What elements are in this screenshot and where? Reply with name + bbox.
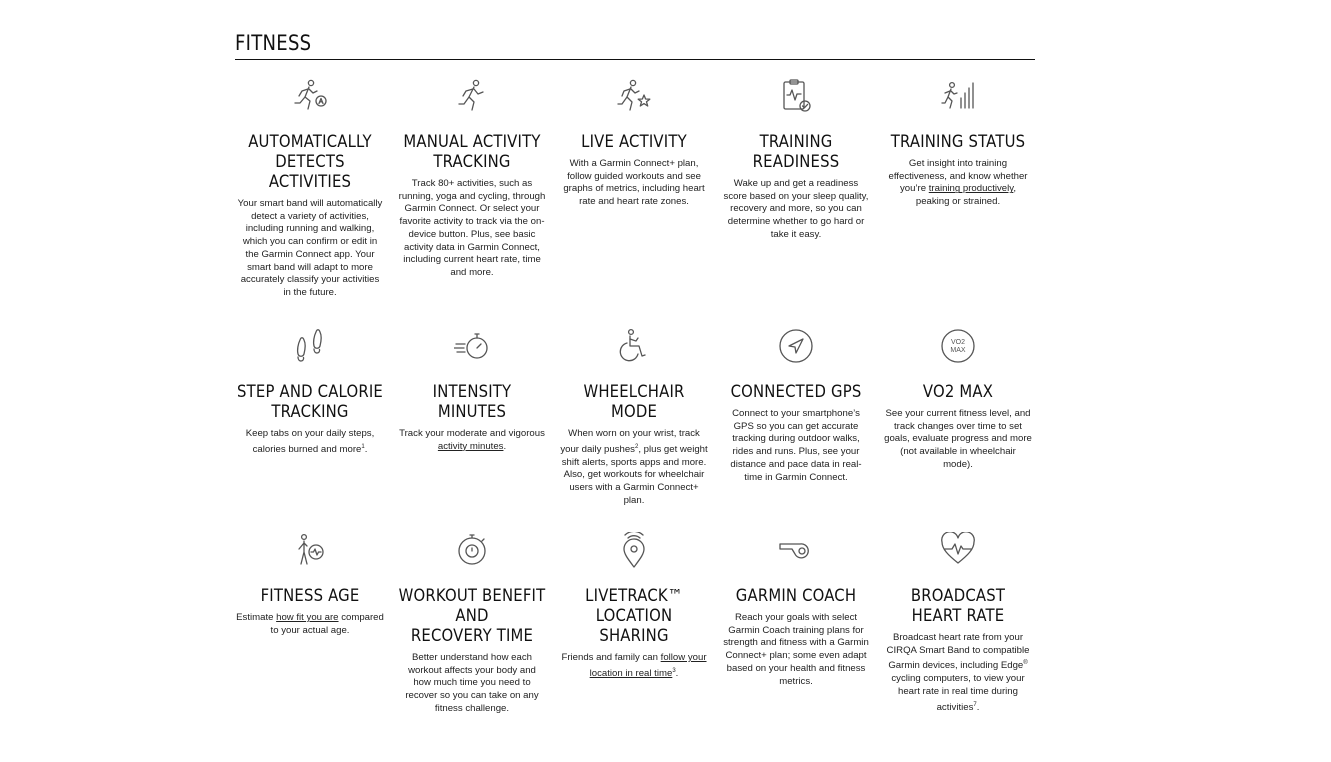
feature-description: Reach your goals with select Garmin Coach training plans for strength and fitness with a Garmin Connect+ plan; some even adapt based on your health and fitness metrics. (723, 612, 869, 687)
feature-title: MANUAL ACTIVITY TRACKING (403, 132, 541, 171)
max-icon-label: MAX (950, 347, 966, 354)
feature-description: See your current fitness level, and track changes over time to set goals, evaluate progress and more (not available in wheelchair mode). (884, 408, 1032, 470)
desc-text: , plus get weight shift alerts, sports apps and more. Also, get workouts for wheelchair users with a Garmin Connect+ plan. (561, 443, 708, 506)
how-fit-you-are-link[interactable]: how fit you are (276, 612, 339, 623)
feature-description (234, 428, 386, 457)
feature-title: STEP AND CALORIE TRACKING (237, 382, 383, 421)
feature-card-intensity-minutes (396, 328, 548, 453)
feature-description (882, 632, 1034, 715)
feature-card-wheelchair-mode (558, 328, 710, 507)
feature-card-training-status (882, 78, 1034, 209)
feature-description: Your smart band will automatically detect a variety of activities, including running and walking, which you can confirm or edit in the Garmin Connect app. Your smart band will adapt to more accurately classify your activities in the future. (237, 198, 383, 298)
running-icon (454, 78, 490, 114)
feature-row (235, 532, 1035, 762)
feature-card-fitness-age (234, 532, 386, 637)
desc-text: cycling computers, to view your heart rate in real time during activities (891, 673, 1025, 713)
footnote-marker: 7 (973, 701, 977, 708)
heart-rate-icon (940, 532, 976, 568)
activity-minutes-link[interactable]: activity minutes (437, 440, 504, 452)
desc-text: When worn on your wrist, track your daily pushes (560, 428, 700, 455)
feature-description (558, 652, 710, 681)
feature-row (235, 328, 1035, 558)
recovery-timer-icon (454, 532, 490, 568)
feature-card-broadcast-hr (882, 532, 1034, 715)
training-productively-link[interactable]: training productively (928, 183, 1014, 195)
location-pin-signal-icon (616, 532, 652, 568)
stopwatch-speed-icon (454, 328, 490, 364)
whistle-icon (778, 532, 814, 568)
desc-text: Friends and family can (561, 652, 661, 663)
feature-description (882, 158, 1034, 209)
feature-title: INTENSITY MINUTES (432, 382, 512, 421)
feature-card-garmin-coach (720, 532, 872, 688)
runner-bars-icon (940, 78, 976, 114)
section-divider (235, 59, 1035, 60)
footnote-marker: 3 (672, 667, 676, 674)
navigation-arrow-icon (778, 328, 814, 364)
feature-title: LIVE ACTIVITY (581, 132, 687, 151)
desc-text: Estimate (236, 612, 277, 623)
feature-description: Wake up and get a readiness score based on your sleep quality, recovery and more, so you can determine whether to go hard or take it easy. (723, 178, 869, 240)
feature-card-live-activity (558, 78, 710, 209)
desc-text: Track your moderate and vigorous (399, 428, 545, 439)
feature-description: Track 80+ activities, such as running, yoga and cycling, through Garmin Connect. Or select your favorite activity to track via the on-device button. Plus, see basic activity data in Garmin Connect, including current heart rate, time and more. (398, 178, 546, 278)
feature-card-workout-benefit (396, 532, 548, 716)
feature-title: GARMIN COACH (735, 586, 857, 605)
footnote-marker: 2 (634, 443, 639, 450)
feature-title: WORKOUT BENEFIT AND RECOVERY TIME (398, 586, 546, 645)
footnote-marker: 1 (361, 443, 365, 450)
feature-title: TRAINING READINESS (752, 132, 840, 171)
feature-title: CONNECTED GPS (730, 382, 862, 401)
desc-text: . (675, 667, 679, 679)
follow-location-link[interactable]: follow your location in real time (589, 652, 707, 679)
desc-text: Keep tabs on your daily steps, calories burned and more (245, 428, 375, 455)
feature-card-training-readiness (720, 78, 872, 242)
section-title: FITNESS (235, 31, 312, 55)
feature-title: BROADCAST HEART RATE (910, 586, 1006, 625)
desc-text: Broadcast heart rate from your CIRQA Smart Band to compatible Garmin devices, including Edge (886, 632, 1030, 672)
running-star-icon (616, 78, 652, 114)
feature-card-manual-tracking (396, 78, 548, 280)
desc-text: . (976, 701, 980, 713)
feature-card-livetrack (558, 532, 710, 681)
vo2-icon-label: VO2 (950, 339, 966, 346)
feature-card-vo2-max (882, 328, 1034, 472)
desc-text: Get insight into training effectiveness, and know whether you’re (888, 158, 1028, 195)
feature-description (558, 428, 710, 507)
feature-description: With a Garmin Connect+ plan, follow guided workouts and see graphs of metrics, including heart rate and heart rate zones. (563, 158, 705, 208)
wheelchair-icon (616, 328, 652, 364)
feature-title: VO2 MAX (922, 382, 994, 401)
feature-card-step-calorie (234, 328, 386, 457)
person-heartbeat-icon (292, 532, 328, 568)
registered-mark: ® (1023, 660, 1028, 667)
feature-row (235, 78, 1035, 308)
feature-title: AUTOMATICALLY DETECTS ACTIVITIES (248, 132, 372, 191)
feature-title: LIVETRACK™ LOCATION SHARING (585, 586, 683, 645)
fitness-section (235, 30, 1035, 714)
vo2-max-icon (940, 328, 976, 364)
feature-description: Connect to your smartphone’s GPS so you can get accurate tracking during outdoor walks, rides and runs. Plus, see your distance and pace data in real-time in Garmin Connect. (730, 408, 862, 483)
feature-title: WHEELCHAIR MODE (583, 382, 685, 421)
feature-card-connected-gps (720, 328, 872, 484)
desc-text: , peaking or strained. (915, 183, 1017, 208)
feature-title: TRAINING STATUS (890, 132, 1026, 151)
feature-description: Better understand how each workout affects your body and how much time you need to recover so you can take on any fitness challenge. (405, 652, 539, 714)
desc-text: compared to your actual age. (270, 612, 384, 636)
feature-title: FITNESS AGE (260, 586, 360, 605)
feature-description (396, 428, 548, 453)
running-auto-icon (292, 78, 328, 114)
clipboard-check-icon (778, 78, 814, 114)
feature-card-auto-detect (234, 78, 386, 300)
feature-description (234, 612, 386, 637)
desc-text: . (364, 443, 368, 455)
desc-text: . (503, 440, 507, 452)
footprints-icon (292, 328, 328, 364)
